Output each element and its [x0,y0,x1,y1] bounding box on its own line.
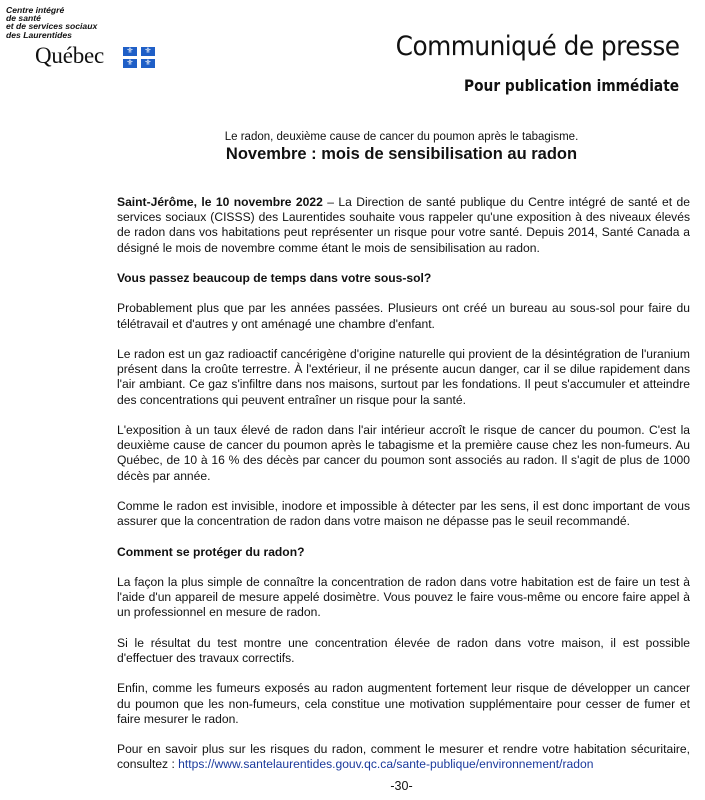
radon-info-link[interactable]: https://www.santelaurentides.gouv.qc.ca/sante-publique/environnement/radon [178,757,594,772]
paragraph: L'exposition à un taux élevé de radon dans l'air intérieur accroît le risque de cancer du poumon. C'est la deuxième cause de cancer du poumon après le tabagisme et la première cause chez les non-fumeurs. Au Québec, de 10 à 16 % des décès par cancer du poumon sont associés au radon. Il s'agit de plus de 1000 décès par année. [117,422,690,483]
org-line: et de services sociaux [6,21,98,32]
press-headline: Novembre : mois de sensibilisation au radon [225,145,578,163]
intro-paragraph [117,195,690,256]
org-line: des Laurentides [6,29,72,40]
press-body [117,195,690,788]
paragraph: Enfin, comme les fumeurs exposés au radon augmentent fortement leur risque de développer un cancer du poumon que les non-fumeurs, cela constitue une motivation supplémentaire pour cesser de fumer et faire mesurer le radon. [117,681,690,726]
fleur-de-lis-icon [141,59,155,68]
end-mark: -30- [390,779,413,793]
section-heading: Vous passez beaucoup de temps dans votre sous-sol? [117,271,432,285]
paragraph: La façon la plus simple de connaître la concentration de radon dans votre habitation est de faire un test à l'aide d'un appareil de mesure appelé dosimètre. Vous pouvez le faire vous-même ou encore faire appel à un professionnel en mesure de radon. [117,574,690,620]
org-line: de santé [6,13,41,24]
paragraph [117,742,690,772]
document-type-title: Communiqué de presse [395,31,679,62]
dateline: Saint-Jérôme, le 10 novembre 2022 [117,195,323,209]
cisss-logo [6,5,105,68]
section-heading: Comment se protéger du radon? [117,544,305,559]
org-name [6,6,97,39]
paragraph: Le radon est un gaz radioactif cancérigène d'origine naturelle qui provient de la désintégration de l'uranium présent dans la croûte terrestre. À l'extérieur, il ne présente aucun danger, car il se dilue rapidement dans l'air ambiant. Ce gaz s'infiltre dans nos maisons, surtout par les fondations. Il peut s'accumuler et atteindre des concentrations qui peuvent entraîner un risque pour la santé. [117,346,690,407]
paragraph: Probablement plus que par les années passées. Plusieurs ont créé un bureau au sous-sol pour faire du télétravail et d'autres y ont aménagé une chambre d'enfant. [117,301,690,331]
press-subtitle: Le radon, deuxième cause de cancer du poumon après le tabagisme. [224,131,579,143]
paragraph: Si le résultat du test montre une concentration élevée de radon dans votre maison, il est possible d'effectuer des travaux correctifs. [117,635,690,665]
more-info-text: Pour en savoir plus sur les risques du radon, comment le mesurer et rendre votre habitation sécuritaire, consultez : [117,742,690,772]
intro-text: – La Direction de santé publique du Centre intégré de santé et de services sociaux (CISSS) des Laurentides souhaite vous rappeler qu'une exposition à des niveaux élevés de radon dans vos habitations peut représenter un risque pour votre santé. Depuis 2014, Santé Canada a désigné le mois de novembre comme étant le mois de sensibilisation au radon. [117,195,690,255]
quebec-flag-icon [123,47,156,69]
release-notice: Pour publication immédiate [463,76,679,95]
org-line: Centre intégré [6,5,65,15]
paragraph: Comme le radon est invisible, inodore et impossible à détecter par les sens, il est donc important de vous assurer que la concentration de radon dans votre maison ne dépasse pas le seuil recommandé. [117,498,690,529]
quebec-wordmark: Québec [35,43,105,68]
fleur-de-lis-icon [123,59,137,68]
fleur-de-lis-icon [123,47,137,56]
fleur-de-lis-icon [141,47,155,56]
